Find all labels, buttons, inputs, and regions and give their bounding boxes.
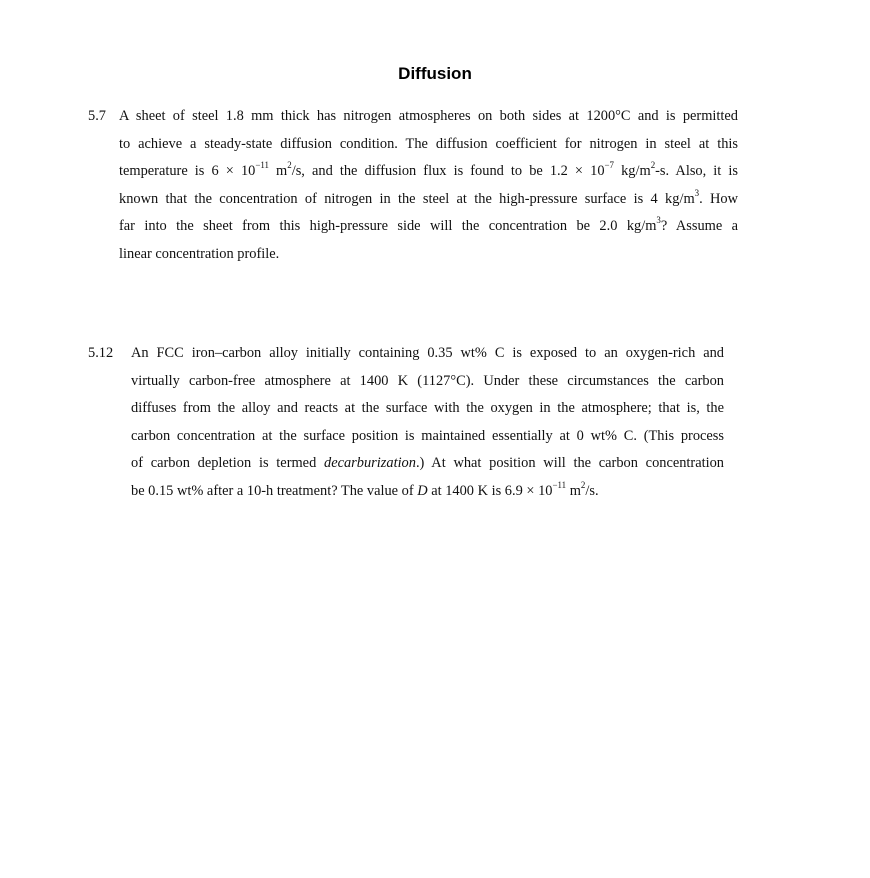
problem-number: 5.12	[88, 345, 114, 361]
text-line: of carbon depletion is termed decarburization.) At what position will the carbon concentration	[131, 455, 724, 472]
text-line: diffuses from the alloy and reacts at the surface with the oxygen in the atmosphere; that is, the	[131, 400, 724, 417]
text-line: virtually carbon-free atmosphere at 1400 K (1127°C). Under these circumstances the carbon	[131, 372, 724, 389]
text-line: An FCC iron–carbon alloy initially containing 0.35 wt% C is exposed to an oxygen-rich and	[131, 345, 724, 361]
text-line: carbon concentration at the surface position is maintained essentially at 0 wt% C. (This process	[131, 427, 724, 444]
problem-5-12	[88, 340, 724, 506]
page-title: Diffusion	[398, 64, 472, 83]
problem-5-7	[88, 103, 738, 269]
text-line: A sheet of steel 1.8 mm thick has nitrogen atmospheres on both sides at 1200°C and is permitted	[119, 108, 738, 124]
problem-text	[131, 340, 724, 506]
text-line: far into the sheet from this high-pressure side will the concentration be 2.0 $kg/m^3$? Assume a	[119, 215, 739, 235]
problem-text	[119, 103, 738, 269]
problem-number: 5.7	[88, 108, 106, 124]
text-line: known that the concentration of nitrogen in the steel at the high-pressure surface is 4 $kg/m^3$. How	[119, 187, 738, 207]
text-line: linear concentration profile.	[119, 245, 280, 262]
text-line: be 0.15 wt% after a 10-h treatment? The value of D at 1400 K is $6.9 \times 10^{-11}$ $m^2/s$.	[131, 479, 599, 499]
text-line: to achieve a steady-state diffusion condition. The diffusion coefficient for nitrogen in steel at this	[119, 135, 738, 152]
text-line: temperature is $6 \times 10^{-11}$ $m^2/s$, and the diffusion flux is found to be $1.2 \times 10^{-7}$ $kg/m^2-s$. Also, it is	[119, 160, 738, 180]
